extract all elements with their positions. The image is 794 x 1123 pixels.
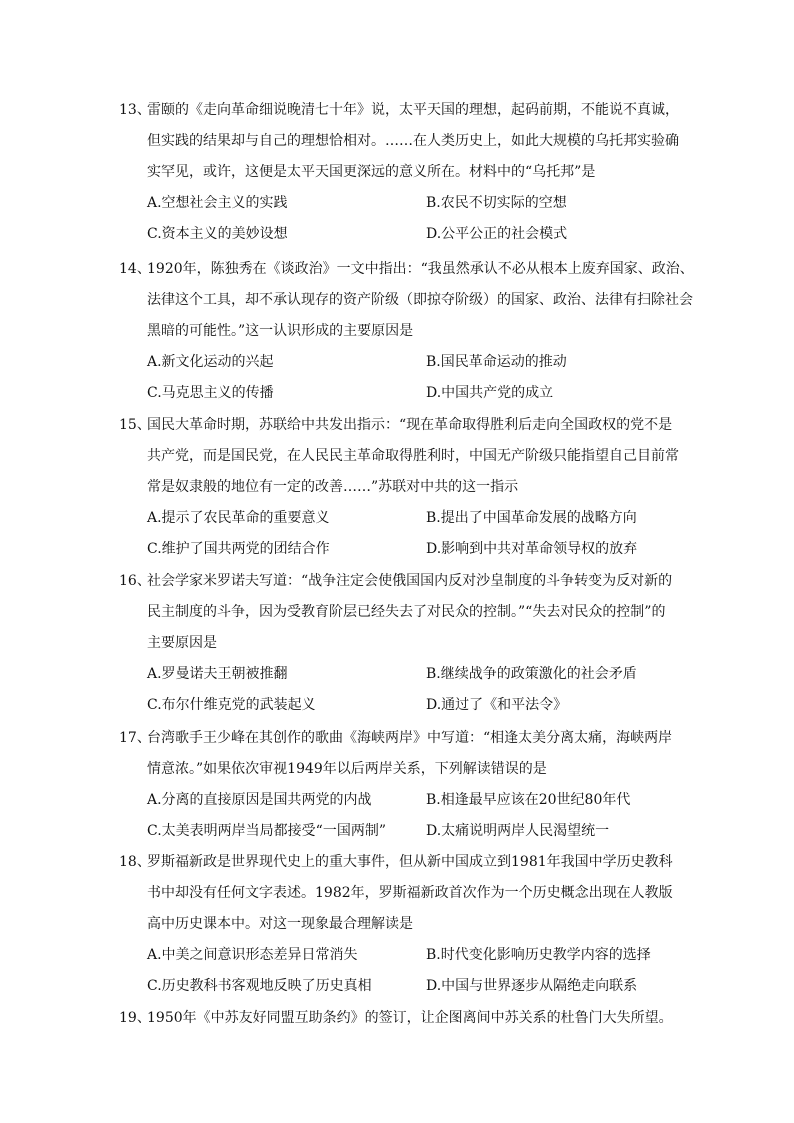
question-text-line: 台湾歌手王少峰在其创作的歌曲《海峡两岸》中写道：“相逢太美分离太痛，海峡两岸 bbox=[147, 730, 673, 746]
answer-option[interactable]: A.分离的直接原因是国共两党的内战 bbox=[147, 792, 372, 808]
question-number: 17、 bbox=[119, 730, 151, 746]
question-text-line: 罗斯福新政是世界现代史上的重大事件，但从新中国成立到1981年我国中学历史教科 bbox=[147, 854, 673, 870]
answer-option[interactable]: A.空想社会主义的实践 bbox=[147, 195, 288, 211]
question-number: 14、 bbox=[119, 261, 151, 277]
answer-option[interactable]: D.中国与世界逐步从隔绝走向联系 bbox=[426, 978, 638, 994]
question-text-line: 1950年《中苏友好同盟互助条约》的签订，让企图离间中苏关系的杜鲁门大失所望。 bbox=[147, 1010, 673, 1026]
question-number: 18、 bbox=[119, 854, 151, 870]
answer-option[interactable]: C.马克思主义的传播 bbox=[147, 385, 274, 401]
answer-option[interactable]: C.维护了国共两党的团结合作 bbox=[147, 541, 330, 557]
question-text-line: 主要原因是 bbox=[147, 635, 217, 651]
answer-option[interactable]: D.影响到中共对革命领导权的放弃 bbox=[426, 541, 638, 557]
question-text-line: 实罕见，或许，这便是太平天国更深远的意义所在。材料中的“乌托邦”是 bbox=[147, 164, 596, 180]
answer-option[interactable]: B.国民革命运动的推动 bbox=[426, 354, 567, 370]
question-text-line: 共产党，而是国民党，在人民民主革命取得胜利时，中国无产阶级只能指望自己目前常 bbox=[147, 448, 679, 464]
question-text-line: 雷颐的《走向革命细说晚清七十年》说，太平天国的理想，起码前期，不能说不真诚， bbox=[147, 102, 679, 118]
question-text-line: 黑暗的可能性。”这一认识形成的主要原因是 bbox=[147, 323, 414, 339]
question-text-line: 高中历史课本中。对这一现象最合理解读是 bbox=[147, 916, 413, 932]
answer-option[interactable]: B.时代变化影响历史教学内容的选择 bbox=[426, 947, 651, 963]
answer-option[interactable]: D.太痛说明两岸人民渴望统一 bbox=[426, 823, 610, 839]
question-number: 13、 bbox=[119, 102, 151, 118]
answer-option[interactable]: B.相逢最早应该在20世纪80年代 bbox=[426, 792, 631, 808]
answer-option[interactable]: D.通过了《和平法令》 bbox=[426, 697, 568, 713]
question-text-line: 书中却没有任何文字表述。1982年，罗斯福新政首次作为一个历史概念出现在人教版 bbox=[147, 885, 673, 901]
answer-option[interactable]: C.资本主义的美妙设想 bbox=[147, 226, 288, 242]
answer-option[interactable]: B.继续战争的政策激化的社会矛盾 bbox=[426, 666, 637, 682]
answer-option[interactable]: C.历史教科书客观地反映了历史真相 bbox=[147, 978, 372, 994]
question-number: 16、 bbox=[119, 573, 151, 589]
answer-option[interactable]: C.布尔什维克党的武装起义 bbox=[147, 697, 316, 713]
question-text-line: 社会学家米罗诺夫写道：“战争注定会使俄国国内反对沙皇制度的斗争转变为反对新的 bbox=[147, 573, 673, 589]
question-number: 19、 bbox=[119, 1010, 151, 1026]
answer-option[interactable]: B.提出了中国革命发展的战略方向 bbox=[426, 510, 637, 526]
answer-option[interactable]: A.提示了农民革命的重要意义 bbox=[147, 510, 330, 526]
question-text-line: 国民大革命时期，苏联给中共发出指示：“现在革命取得胜利后走向全国政权的党不是 bbox=[147, 417, 673, 433]
answer-option[interactable]: A.中美之间意识形态差异日常消失 bbox=[147, 947, 358, 963]
answer-option[interactable]: D.中国共产党的成立 bbox=[426, 385, 554, 401]
question-text-line: 法律这个工具，却不承认现存的资产阶级（即掠夺阶级）的国家、政治、法律有扫除社会 bbox=[147, 292, 693, 308]
answer-option[interactable]: C.太美表明两岸当局都接受“一国两制” bbox=[147, 823, 386, 839]
question-text-line: 民主制度的斗争，因为受教育阶层已经失去了对民众的控制。”“失去对民众的控制”的 bbox=[147, 604, 666, 620]
question-text-line: 1920年，陈独秀在《谈政治》一文中指出：“我虽然承认不必从根本上废弃国家、政治、 bbox=[147, 261, 694, 277]
answer-option[interactable]: A.罗曼诺夫王朝被推翻 bbox=[147, 666, 288, 682]
question-text-line: 常是奴隶般的地位有一定的改善……”苏联对中共的这一指示 bbox=[147, 479, 519, 495]
answer-option[interactable]: A.新文化运动的兴起 bbox=[147, 354, 274, 370]
question-text-line: 情意浓。”如果依次审视1949年以后两岸关系，下列解读错误的是 bbox=[147, 761, 547, 777]
question-number: 15、 bbox=[119, 417, 151, 433]
answer-option[interactable]: B.农民不切实际的空想 bbox=[426, 195, 567, 211]
answer-option[interactable]: D.公平公正的社会模式 bbox=[426, 226, 568, 242]
question-text-line: 但实践的结果却与自己的理想恰相对。……在人类历史上，如此大规模的乌托邦实验确 bbox=[147, 133, 679, 149]
